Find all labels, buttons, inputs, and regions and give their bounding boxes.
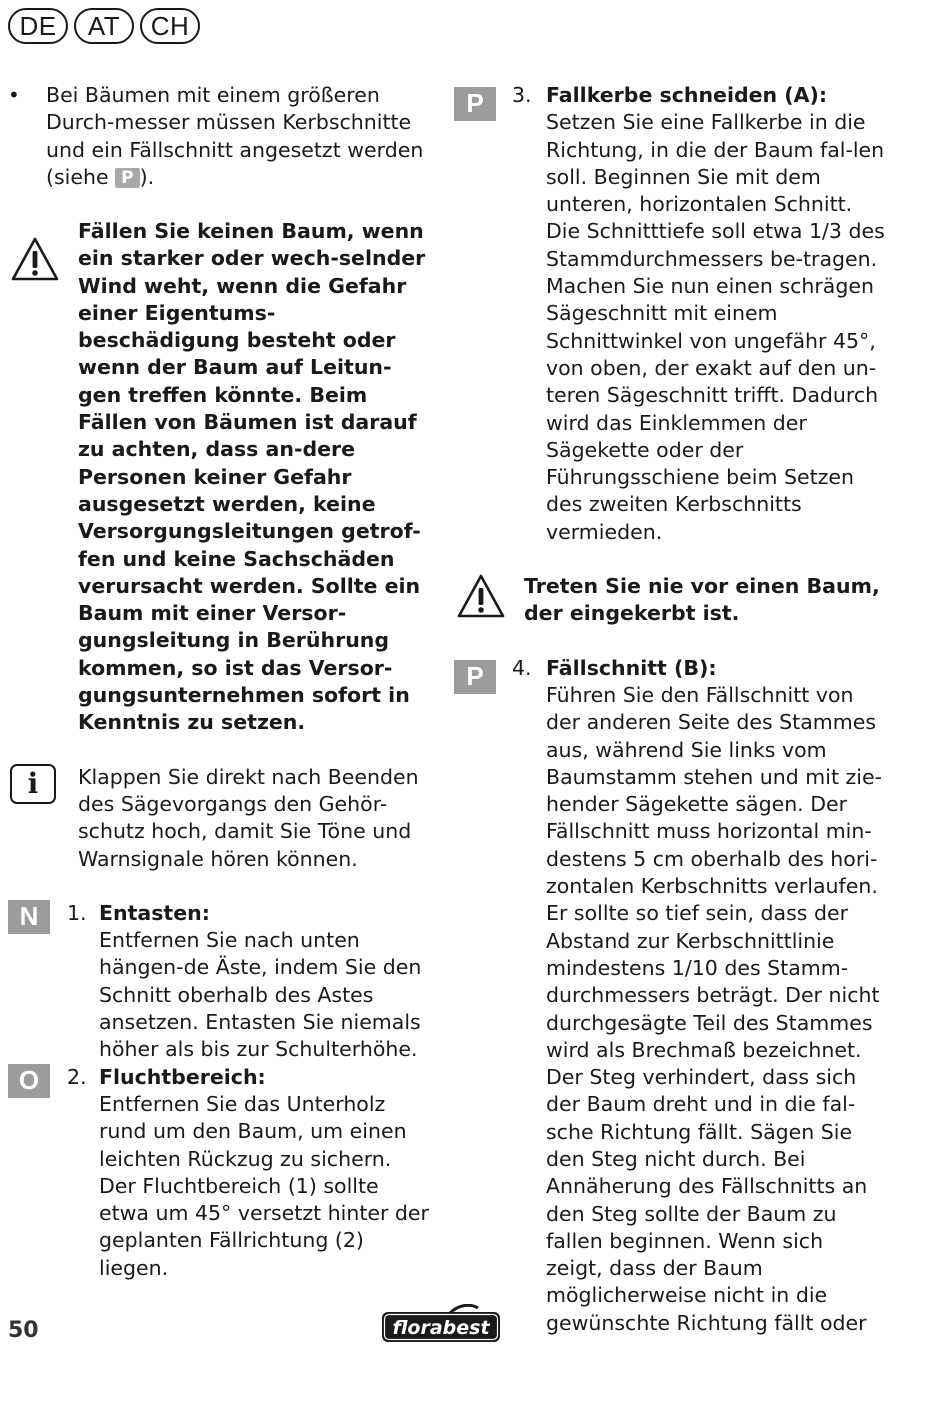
step-number: 2. — [67, 1064, 87, 1089]
step-content — [546, 82, 886, 546]
intro-text-before: Bei Bäumen mit einem größeren Durch-messer müssen Kerbschnitte und ein Fällschnitt angesetzt werden (siehe — [46, 83, 424, 189]
warning-triangle-icon — [456, 573, 506, 619]
warning-triangle-icon — [10, 236, 60, 282]
right-column — [452, 82, 950, 1337]
step-title: Fluchtbereich: — [99, 1064, 266, 1089]
step-entasten — [0, 900, 450, 1064]
intro-text-after: ). — [139, 164, 155, 189]
figure-ref-badge: P — [115, 168, 139, 188]
step-fluchtbereich — [0, 1064, 450, 1282]
country-badge-de: DE — [8, 8, 68, 44]
warning-block-right — [452, 573, 950, 628]
page-number: 50 — [8, 1318, 39, 1343]
step-number: 3. — [512, 83, 532, 107]
country-badge-at: AT — [74, 8, 134, 44]
step-number: 1. — [67, 900, 87, 925]
left-column — [0, 82, 450, 1282]
country-badges — [8, 8, 200, 44]
info-text: Klappen Sie direkt nach Beenden des Sägevorgangs den Gehör-schutz hoch, damit Sie Töne und Warnsignale hören können. — [78, 764, 419, 871]
warning-text: Treten Sie nie vor einen Baum, der eingekerbt ist. — [524, 574, 880, 626]
step-number: 4. — [512, 655, 532, 680]
bullet-glyph: • — [8, 83, 20, 107]
step-content — [99, 900, 439, 1064]
step-title: Fällschnitt (B): — [546, 655, 717, 680]
warning-block — [0, 218, 450, 737]
step-faellschnitt — [452, 655, 950, 1337]
step-text: Entfernen Sie nach unten hängen-de Äste, indem Sie den Schnitt oberhalb des Astes ansetzen. Entasten Sie niemals höher als bis zur Schulterhöhe. — [99, 928, 422, 1062]
florabest-logo — [380, 1304, 502, 1344]
step-title: Fallkerbe schneiden (A): — [546, 83, 828, 107]
step-text: Führen Sie den Fällschnitt von der anderen Seite des Stammes aus, während Sie links vom Baumstamm stehen und mit zie-hender Sägekette sägen. Der Fällschnitt muss horizontal min-destens 5 cm oberhalb des hori-zontalen Kerbschnitts verlaufen. Er sollte so tief sein, dass der Abstand zur Kerbschnittlinie mindestens 1/10 des Stamm-durchmessers beträgt. Der nicht durchgesägte Teil des Stammes wird als Brechmaß bezeichnet. Der Steg verhindert, dass sich der Baum dreht und in die fal-sche Richtung fällt. Sägen Sie den Steg nicht durch. Bei Annäherung des Fällschnitts an den Steg sollte der Baum zu fallen beginnen. Wenn sich zeigt, dass der Baum möglicherweise nicht in die gewünschte Richtung fällt oder — [546, 682, 882, 1335]
country-badge-ch: CH — [140, 8, 200, 44]
info-block — [0, 764, 450, 873]
figure-box-p: P — [454, 660, 496, 694]
figure-box-o: O — [8, 1064, 50, 1098]
step-title: Entasten: — [99, 900, 210, 925]
step-text: Entfernen Sie das Unterholz rund um den Baum, um einen leichten Rückzug zu sichern. Der Fluchtbereich (1) sollte etwa um 45° versetzt hinter der geplanten Fällrichtung (2) liegen. — [99, 1091, 429, 1280]
step-content — [546, 655, 886, 1337]
intro-text — [46, 82, 436, 191]
step-fallkerbe — [452, 82, 950, 546]
logo-text: florabest — [392, 1317, 490, 1339]
figure-box-n: N — [8, 900, 50, 934]
warning-text: Fällen Sie keinen Baum, wenn ein starker oder wech-selnder Wind weht, wenn die Gefahr einer Eigentums-beschädigung besteht oder wenn der Baum auf Leitun-gen treffen könnte. Beim Fällen von Bäumen ist darauf zu achten, dass an-dere Personen keiner Gefahr ausgesetzt werden, keine Versorgungsleitungen getrof-fen und keine Sachschäden verursacht werden. Sollte ein Baum mit einer Versor-gungsleitung in Berührung kommen, so ist das Versor-gungsunternehmen sofort in Kenntnis zu setzen. — [78, 219, 426, 735]
step-text: Setzen Sie eine Fallkerbe in die Richtung, in die der Baum fal-len soll. Beginnen Sie mit dem unteren, horizontalen Schnitt. Die Schnitttiefe soll etwa 1/3 des Stammdurchmessers be-tragen. Machen Sie nun einen schrägen Sägeschnitt mit einem Schnittwinkel von ungefähr 45°, von oben, der exakt auf den un-teren Sägeschnitt trifft. Dadurch wird das Einklemmen der Sägekette oder der Führungsschiene beim Setzen des zweiten Kerbschnitts vermieden. — [546, 110, 885, 544]
step-content — [99, 1064, 429, 1282]
figure-box-p: P — [454, 87, 496, 121]
intro-bullet — [0, 82, 450, 192]
info-icon: i — [10, 764, 56, 804]
